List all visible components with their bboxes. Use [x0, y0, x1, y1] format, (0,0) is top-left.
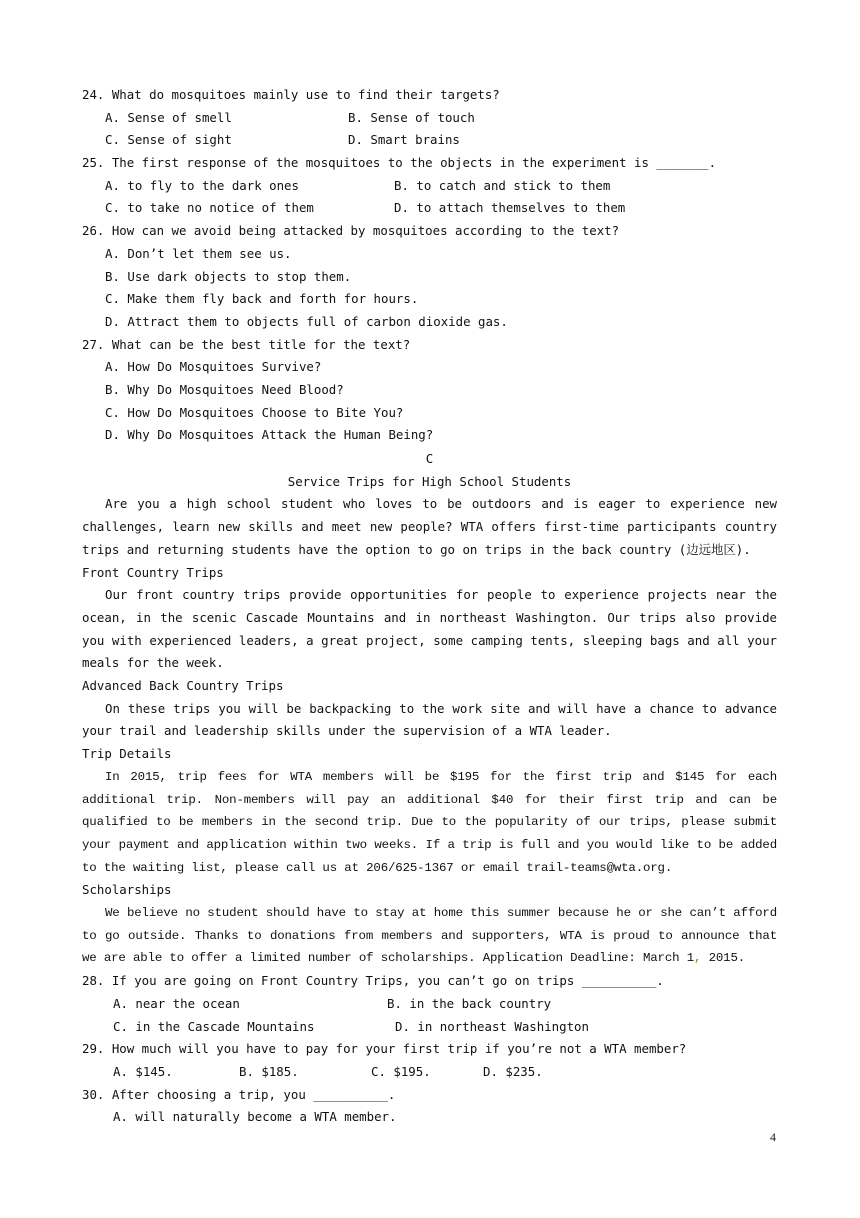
- question-24-options-row1: [82, 107, 777, 130]
- option: A. near the ocean: [113, 995, 240, 1011]
- option: B. Why Do Mosquitoes Need Blood?: [105, 382, 344, 397]
- option: B. to catch and stick to them: [394, 177, 611, 193]
- option: C. $195.: [371, 1063, 431, 1079]
- option: B. $185.: [239, 1063, 299, 1079]
- trip-details-paragraph: In 2015, trip fees for WTA members will be $195 for the first trip and $145 for each additional trip. Non-members will pay an additional $40 for their first trip and can be qualified to be members in the second trip. Due to the popularity of our trips, please submit your payment and application within two weeks. If a trip is full and you would like to be added to the waiting list, please call us at 206/625-1367 or email trail-teams@wta.org.: [82, 769, 777, 875]
- option: B. Sense of touch: [348, 109, 475, 125]
- option: D. $235.: [483, 1063, 543, 1079]
- heading-front-country: Front Country Trips: [82, 564, 224, 580]
- option: D. Attract them to objects full of carbon dioxide gas.: [105, 313, 508, 329]
- option: C. to take no notice of them: [105, 200, 314, 216]
- option: B. in the back country: [387, 995, 552, 1011]
- question-30: 30. After choosing a trip, you __________.: [82, 1086, 396, 1102]
- question-28-options-row1: [82, 993, 777, 1016]
- scholarships-paragraph: We believe no student should have to stay at home this summer because he or she can’t afford to go outside. Thanks to donations from members and supporters, WTA is proud to announce that we are able to offer a limited number of scholarships. Application Deadline: March 1, 2015.: [82, 906, 777, 966]
- section-title: Service Trips for High School Students: [287, 473, 572, 489]
- option: A. $145.: [113, 1063, 173, 1079]
- heading-back-country: Advanced Back Country Trips: [82, 678, 284, 694]
- grammar-mark: ,: [694, 951, 702, 966]
- question-25-options-row2: [82, 197, 777, 220]
- intro-paragraph: Are you a high school student who loves to be outdoors and is eager to experience new challenges, learn new skills and meet new people? WTA offers first-time participants country trips and returning students have the option to go on trips in the back country (边远地区).: [82, 496, 777, 557]
- front-country-paragraph: Our front country trips provide opportunities for people to experience projects near the ocean, in the scenic Cascade Mountains and in northeast Washington. Our trips also provide you with experienced leaders, a great project, some camping tents, sleeping bags and all your meals for the week.: [82, 587, 777, 671]
- question-28-options-row2: [82, 1016, 777, 1039]
- option: A. Don’t let them see us.: [105, 245, 292, 261]
- question-25: 25. The first response of the mosquitoes to the objects in the experiment is _______.: [82, 155, 717, 171]
- option: B. Use dark objects to stop them.: [105, 268, 352, 284]
- question-25-options-row1: [82, 175, 777, 198]
- question-29-options: [82, 1061, 777, 1084]
- option: A. How Do Mosquitoes Survive?: [105, 359, 322, 375]
- question-29: 29. How much will you have to pay for your first trip if you’re not a WTA member?: [82, 1041, 687, 1057]
- option: A. will naturally become a WTA member.: [113, 1109, 397, 1125]
- option: D. Why Do Mosquitoes Attack the Human Being?: [105, 427, 434, 443]
- section-letter: C: [425, 451, 434, 467]
- option: D. in northeast Washington: [395, 1018, 589, 1034]
- option: D. to attach themselves to them: [394, 200, 626, 216]
- question-24-options-row2: [82, 129, 777, 152]
- option: A. Sense of smell: [105, 109, 232, 125]
- page-number: 4: [770, 1130, 776, 1144]
- heading-trip-details: Trip Details: [82, 746, 172, 762]
- option: A. to fly to the dark ones: [105, 177, 299, 193]
- option: C. How Do Mosquitoes Choose to Bite You?: [105, 404, 404, 420]
- document-page: [82, 84, 777, 1129]
- question-26: 26. How can we avoid being attacked by mosquitoes according to the text?: [82, 223, 620, 239]
- option: D. Smart brains: [348, 132, 460, 148]
- heading-scholarships: Scholarships: [82, 882, 172, 898]
- question-24: 24. What do mosquitoes mainly use to find their targets?: [82, 87, 500, 102]
- question-27: 27. What can be the best title for the text?: [82, 336, 411, 352]
- question-28: 28. If you are going on Front Country Trips, you can’t go on trips __________.: [82, 973, 664, 989]
- option: C. Make them fly back and forth for hours.: [105, 291, 419, 307]
- option: C. in the Cascade Mountains: [113, 1018, 315, 1034]
- back-country-paragraph: On these trips you will be backpacking to the work site and will have a chance to advance your trail and leadership skills under the supervision of a WTA leader.: [82, 700, 777, 739]
- option: C. Sense of sight: [105, 132, 232, 148]
